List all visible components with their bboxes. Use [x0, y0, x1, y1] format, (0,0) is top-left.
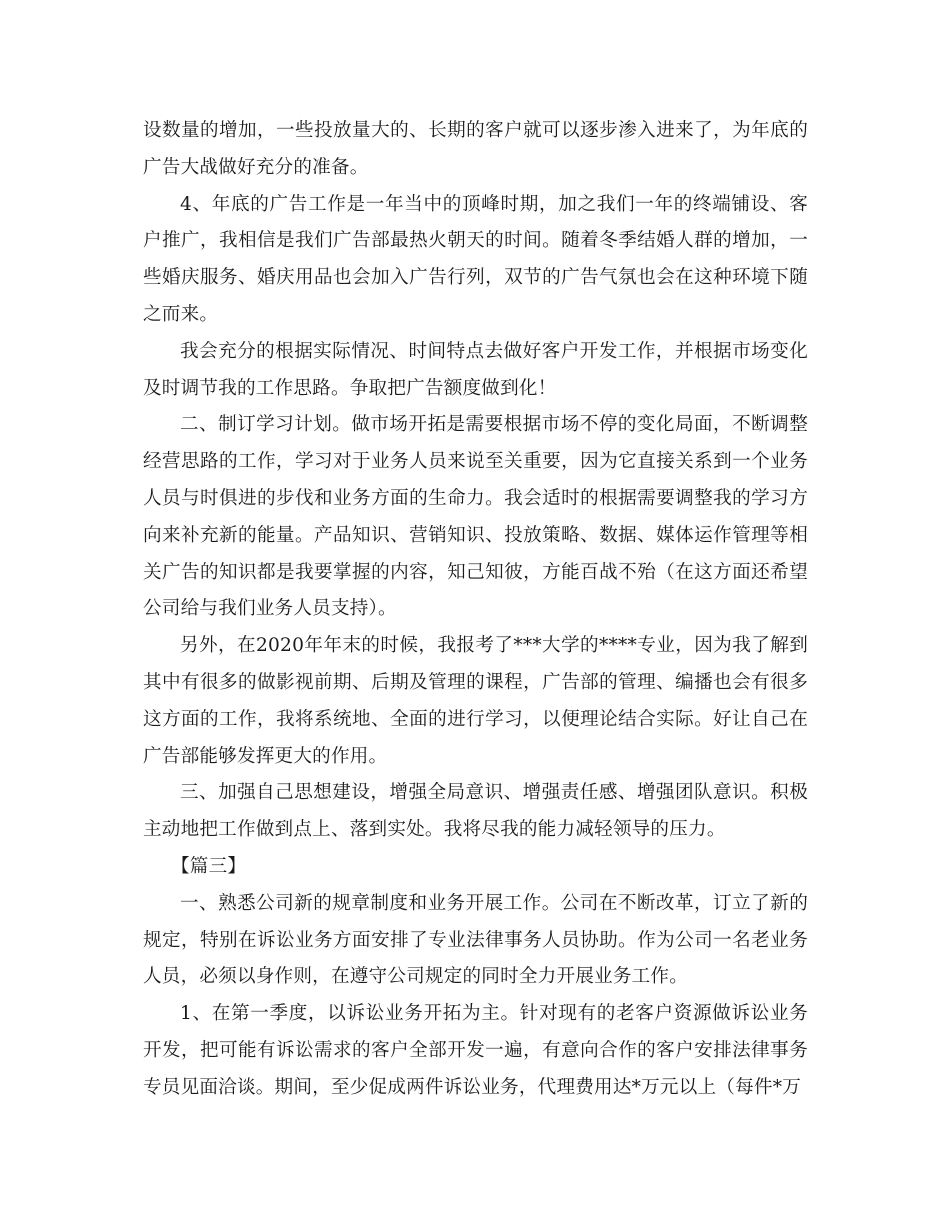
document-body [143, 113, 808, 1107]
paragraph-first-quarter: 1、在第一季度，以诉讼业务开拓为主。针对现有的老客户资源做诉讼业务开发，把可能有诉讼需求的客户全部开发一遍，有意向合作的客户安排法律事务专员见面洽谈。期间，至少促成两件诉讼业务，代理费用达*万元以上（每件*万 [143, 1003, 808, 1098]
paragraph-continued: 设数量的增加，一些投放量大的、长期的客户就可以逐步渗入进来了，为年底的广告大战做好充分的准备。 [143, 120, 808, 178]
paragraph-study-plan: 二、制订学习计划。做市场开拓是需要根据市场不停的变化局面，不断调整经营思路的工作，学习对于业务人员来说至关重要，因为它直接关系到一个业务人员与时俱进的步伐和业务方面的生命力。我会适时的根据需要调整我的学习方向来补充新的能量。产品知识、营销知识、投放策略、数据、媒体运作管理等相关广告的知识都是我要掌握的内容，知己知彼，方能百战不殆（在这方面还希望公司给与我们业务人员支持）。 [143, 414, 808, 620]
paragraph-further-study: 另外，在2020年年末的时候，我报考了***大学的****专业，因为我了解到其中有很多的做影视前期、后期及管理的课程，广告部的管理、编播也会有很多这方面的工作，我将系统地、全面的进行学习，以便理论结合实际。好让自己在广告部能够发挥更大的作用。 [143, 635, 808, 767]
section-heading-part-three: 【篇三】 [171, 855, 247, 877]
paragraph-client-development: 我会充分的根据实际情况、时间特点去做好客户开发工作，并根据市场变化及时调节我的工作思路。争取把广告额度做到化！ [143, 340, 808, 399]
paragraph-ideological-building: 三、加强自己思想建设，增强全局意识、增强责任感、增强团队意识。积极主动地把工作做到点上、落到实处。我将尽我的能力减轻领导的压力。 [143, 782, 808, 841]
paragraph-company-regulations: 一、熟悉公司新的规章制度和业务开展工作。公司在不断改革，订立了新的规定，特别在诉讼业务方面安排了专业法律事务人员协助。作为公司一名老业务人员，必须以身作则，在遵守公司规定的同时全力开展业务工作。 [143, 892, 808, 988]
paragraph-year-end-advertising: 4、年底的广告工作是一年当中的顶峰时期，加之我们一年的终端铺设、客户推广，我相信是我们广告部最热火朝天的时间。随着冬季结婚人群的增加，一些婚庆服务、婚庆用品也会加入广告行列，双节的广告气氛也会在这种环境下随之而来。 [143, 193, 808, 325]
